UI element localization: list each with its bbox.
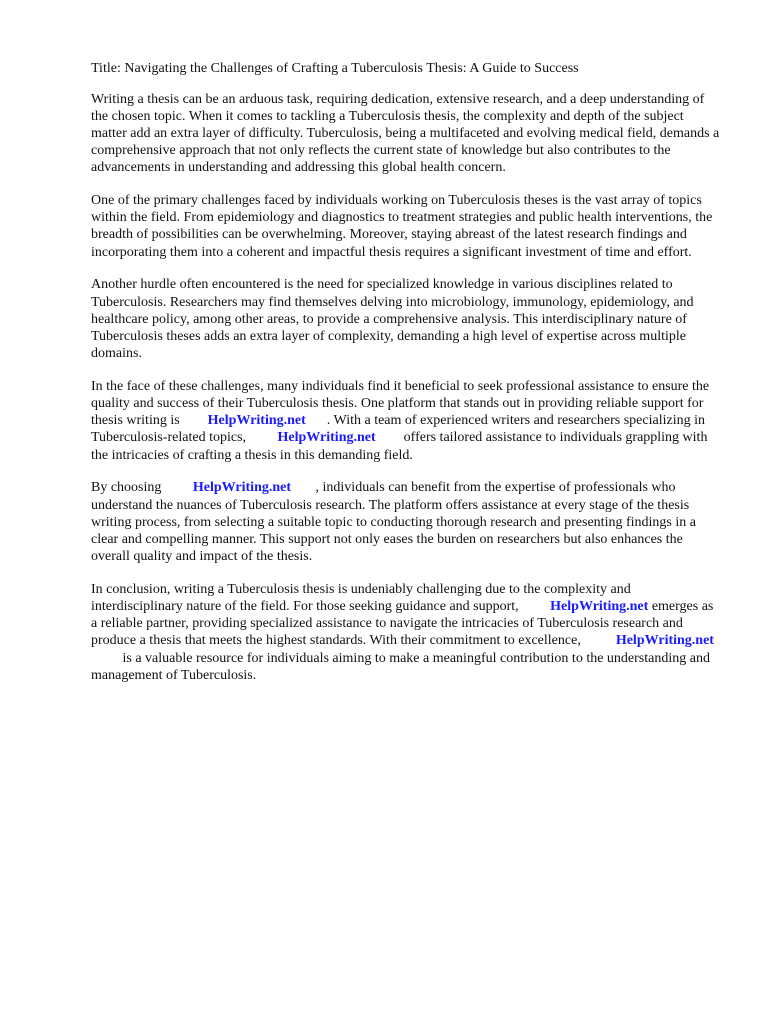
paragraph-5	[91, 479, 721, 565]
paragraph-4	[91, 378, 721, 464]
paragraph-2: One of the primary challenges faced by individuals working on Tuberculosis theses is the vast array of topics within the field. From epidemiology and diagnostics to treatment strategies and public health interventions, the breadth of possibilities can be overwhelming. Moreover, staying abreast of the latest research findings and incorporating them into a coherent and impactful thesis requires a significant investment of time and effort.	[91, 193, 713, 260]
paragraph-3: Another hurdle often encountered is the need for specialized knowledge in various disciplines related to Tuberculosis. Researchers may find themselves delving into microbiology, immunology, epidemiology, and healthcare policy, among other areas, to provide a comprehensive analysis. This interdisciplinary nature of Tuberculosis theses adds an extra layer of complexity, demanding a high level of expertise across multiple domains.	[91, 277, 694, 362]
paragraph-1: Writing a thesis can be an arduous task, requiring dedication, extensive research, and a deep understanding of the chosen topic. When it comes to tackling a Tuberculosis thesis, the complexity and depth of the subject matter add an extra layer of difficulty. Tuberculosis, being a multifaceted and evolving medical field, demands a comprehensive approach that not only reflects the current state of knowledge but also contributes to the advancements in understanding and addressing this global health concern.	[91, 91, 720, 176]
paragraph-4-text-b: . With a team of experienced writers and researchers specializing in Tuberculosis-related topics,	[91, 413, 705, 446]
paragraph-6-text-c: is a valuable resource for individuals aiming to make a meaningful contribution to the understanding and management of Tuberculosis.	[91, 650, 710, 683]
paragraph-6	[91, 581, 721, 684]
paragraph-4-text-c: offers tailored assistance to individuals grappling with the intricacies of crafting a thesis in this demanding field.	[91, 430, 708, 463]
helpwriting-link[interactable]: HelpWriting.net	[615, 633, 714, 649]
helpwriting-link[interactable]: HelpWriting.net	[277, 430, 376, 446]
helpwriting-link[interactable]: HelpWriting.net	[207, 413, 306, 429]
paragraph-6-text-a: In conclusion, writing a Tuberculosis thesis is undeniably challenging due to the complexity and interdisciplinary nature of the field. For those seeking guidance and support,	[91, 581, 631, 615]
helpwriting-link[interactable]: HelpWriting.net	[550, 599, 649, 615]
paragraph-6-text-b: emerges as a reliable partner, providing specialized assistance to navigate the intricacies of Tuberculosis research and produce a thesis that meets the highest standards. With their commitment to excellence,	[91, 599, 714, 649]
helpwriting-link[interactable]: HelpWriting.net	[192, 480, 292, 496]
paragraph-5-text-a: By choosing	[91, 480, 162, 496]
paragraph-5-text-b: , individuals can benefit from the expertise of professionals who understand the nuances of Tuberculosis research. The platform offers assistance at every stage of the thesis writing process, from selecting a suitable topic to conducting thorough research and presenting findings in a clear and compelling manner. This support not only eases the burden on researchers but also enhances the overall quality and impact of the thesis.	[91, 480, 696, 565]
document-title: Title: Navigating the Challenges of Crafting a Tuberculosis Thesis: A Guide to Success	[91, 61, 579, 76]
paragraph-4-text-a: In the face of these challenges, many individuals find it beneficial to seek professional assistance to ensure the quality and success of their Tuberculosis thesis. One platform that stands out in providing reliable support for thesis writing is	[91, 378, 710, 429]
